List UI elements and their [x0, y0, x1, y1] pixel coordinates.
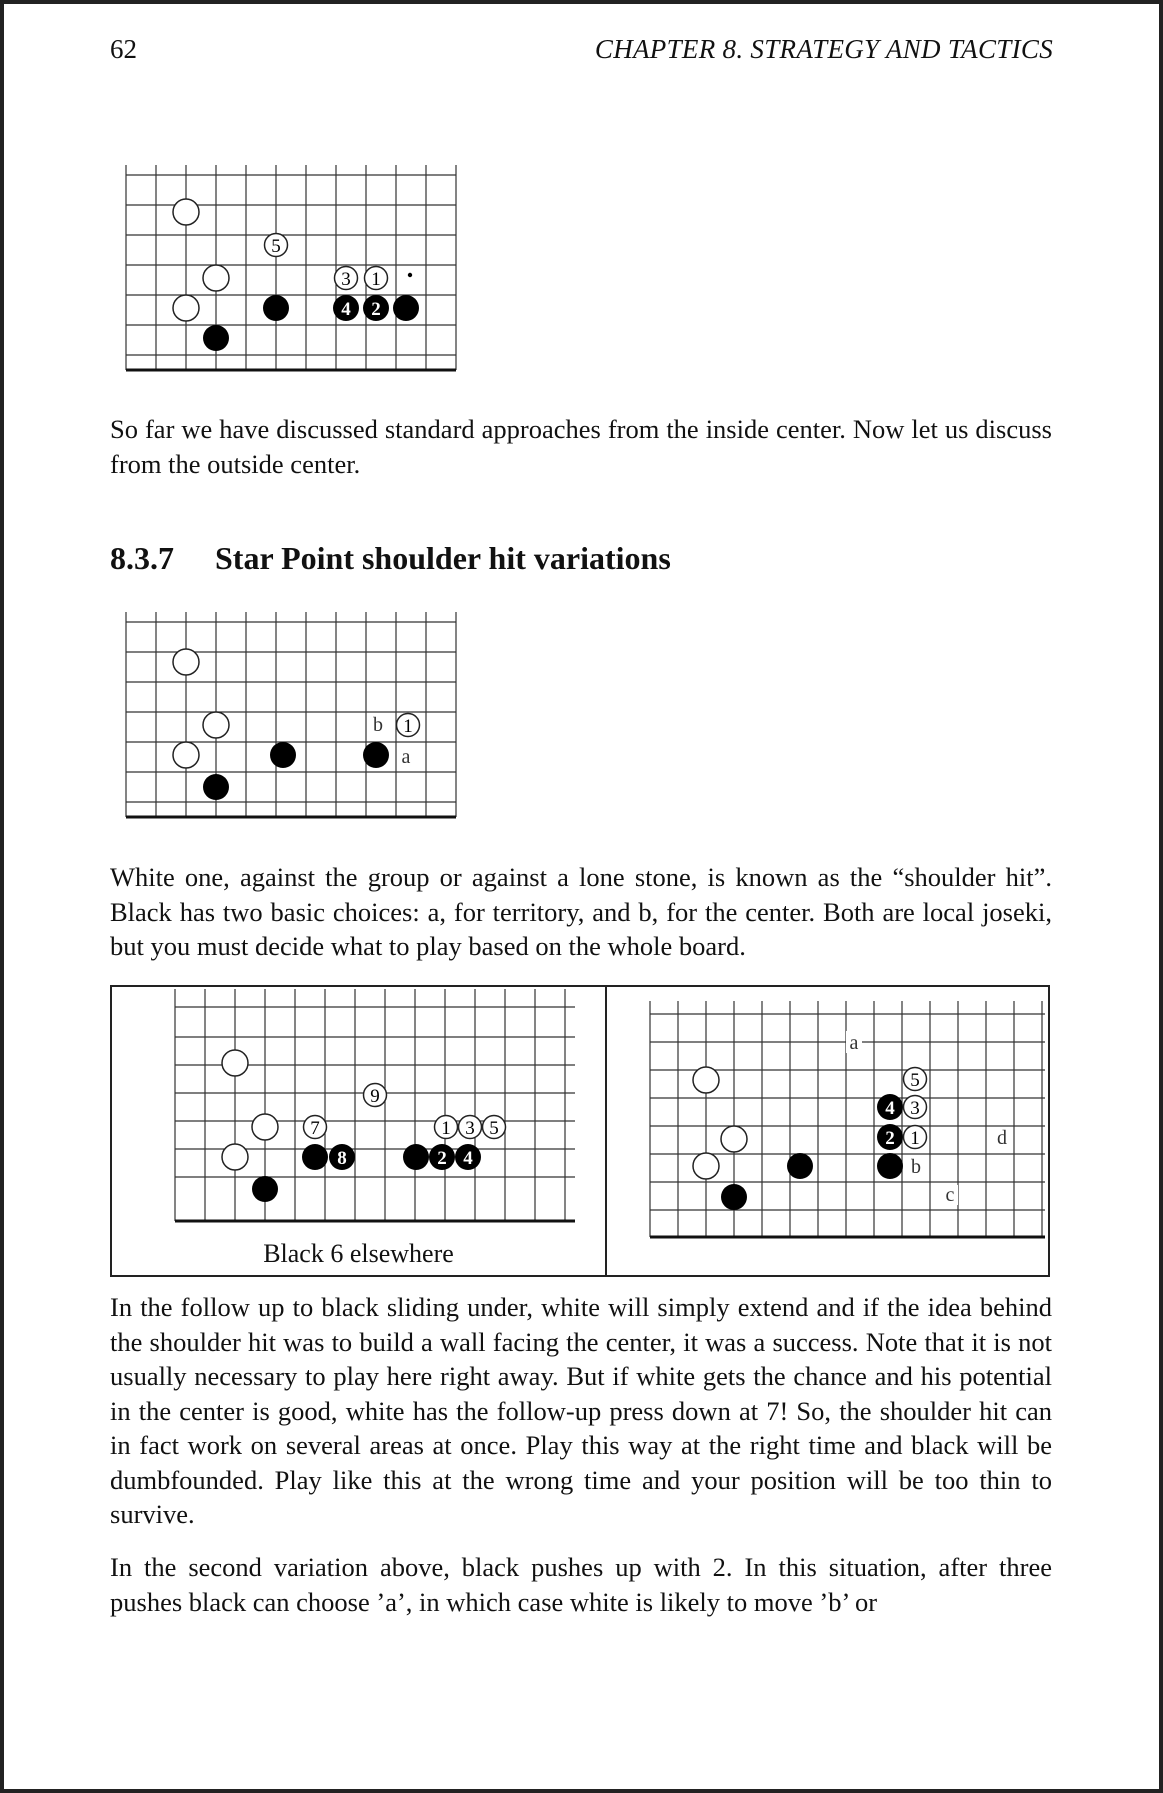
white-stone: [203, 712, 229, 738]
point-label-c: c: [945, 1184, 955, 1206]
move-label: 5: [271, 236, 281, 257]
point-label-d: d: [997, 1127, 1007, 1149]
page-number: 62: [110, 34, 137, 64]
black-stone: [263, 295, 289, 321]
move-label: 3: [910, 1098, 920, 1119]
black-stone: [877, 1153, 903, 1179]
move-label: 4: [463, 1148, 473, 1169]
black-stone: [302, 1144, 328, 1170]
box-divider: [605, 987, 607, 1275]
black-stone: [252, 1176, 278, 1202]
white-stone: [203, 265, 229, 291]
white-stone: [173, 199, 199, 225]
move-label: 4: [341, 299, 351, 320]
move-label: 1: [371, 269, 381, 290]
section-number: 8.3.7: [110, 540, 174, 576]
black-stone: [203, 325, 229, 351]
go-diagram-4: [640, 999, 1058, 1249]
paragraph-4: In the second variation above, black pushes up with 2. In this situation, after three pushes black can choose ’a’, in which case white is likely to move ’b’ or: [110, 1552, 1052, 1617]
move-label: 4: [885, 1098, 895, 1119]
paragraph-2: White one, against the group or against a lone stone, is known as the “shoulder hit”. Black has two basic choices: a, for territory, and b, for the center. Both are local joseki, but you must decide what to play based on the whole board.: [110, 862, 1052, 961]
diagram-box: [110, 985, 1050, 1277]
move-label: 5: [910, 1070, 920, 1091]
black-stone: [787, 1153, 813, 1179]
section-heading: [110, 540, 671, 577]
move-label: 8: [337, 1148, 347, 1169]
move-label: 2: [371, 299, 381, 320]
white-stone: [173, 742, 199, 768]
paragraph-1: So far we have discussed standard approaches from the inside center. Now let us discuss from the outside center.: [110, 414, 1052, 479]
point-label-a: a: [849, 1032, 859, 1054]
white-stone: [222, 1050, 248, 1076]
white-stone: [693, 1153, 719, 1179]
move-label: 9: [370, 1086, 380, 1107]
go-diagram-2: [118, 607, 468, 822]
white-stone: [721, 1126, 747, 1152]
move-label: 3: [465, 1118, 475, 1139]
move-label: 1: [403, 716, 413, 737]
move-label: 1: [910, 1128, 920, 1149]
move-label: 5: [489, 1118, 499, 1139]
white-stone: [173, 649, 199, 675]
move-label: 7: [310, 1118, 320, 1139]
white-stone: [693, 1067, 719, 1093]
go-diagram-3: [170, 987, 590, 1232]
black-stone: [270, 742, 296, 768]
move-label: 1: [441, 1118, 451, 1139]
move-label: 2: [437, 1148, 447, 1169]
black-stone: [203, 774, 229, 800]
point-label-b: b: [911, 1156, 921, 1178]
black-stone: [403, 1144, 429, 1170]
white-stone: [173, 295, 199, 321]
paragraph-3: In the follow up to black sliding under, white will simply extend and if the idea behind the shoulder hit was to build a wall facing the center, it was a success. Note that it is not usually necessary to play here right away. But if white gets the chance and his potential in the center is good, white has the follow-up press down at 7! So, the shoulder hit can in fact work on several areas at once. Play this way at the right time and black will be dumbfounded. Play like this at the wrong time and your position will be too thin to survive.: [110, 1292, 1052, 1529]
marker-dot: [408, 273, 412, 277]
black-stone: [721, 1184, 747, 1210]
diagram-caption: Black 6 elsewhere: [263, 1239, 454, 1268]
move-label: 3: [341, 269, 351, 290]
black-stone: [393, 295, 419, 321]
white-stone: [222, 1144, 248, 1170]
section-title: Star Point shoulder hit variations: [215, 540, 671, 576]
move-label: 2: [885, 1128, 895, 1149]
chapter-header: CHAPTER 8. STRATEGY AND TACTICS: [594, 34, 1053, 64]
white-stone: [252, 1114, 278, 1140]
point-label-a: a: [401, 746, 411, 768]
point-label-b: b: [373, 714, 383, 736]
black-stone: [363, 742, 389, 768]
go-diagram-1: [118, 160, 468, 375]
